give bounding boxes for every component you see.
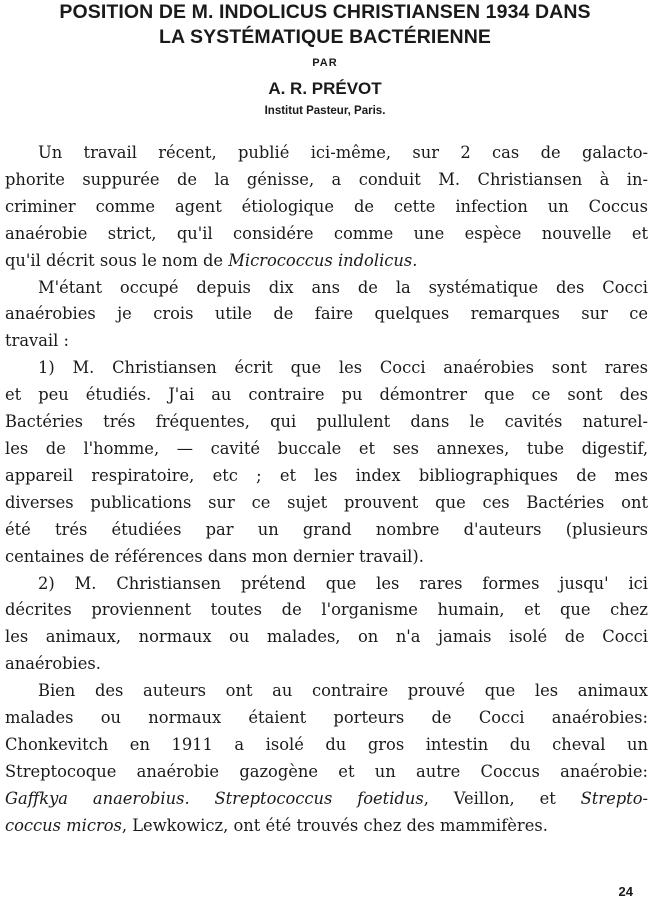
text-line: M'étant occupé depuis dix ans de la systématique des Cocci — [38, 277, 648, 297]
species-name: Micrococcus indolicus — [228, 250, 413, 270]
text-fragment: , Lewkowicz, ont été trouvés chez des mammifères. — [121, 815, 548, 835]
text-line: anaérobie strict, qu'il considére comme une espèce nouvelle et — [5, 223, 648, 243]
paragraph-3 — [5, 355, 648, 570]
text-line: diverses publications sur ce sujet prouvent que ces Bactéries ont — [5, 492, 648, 512]
text-line — [5, 248, 648, 275]
text-line: malades ou normaux étaient porteurs de Cocci anaérobies: — [5, 708, 648, 728]
text-line — [5, 786, 648, 813]
text-line: 1) M. Christiansen écrit que les Cocci anaérobies sont rares — [38, 358, 648, 378]
article-body — [5, 140, 648, 840]
by-label: PAR — [312, 57, 338, 69]
text-line: Chonkevitch en 1911 a isolé du gros intestin du cheval un — [5, 734, 648, 754]
text-line: anaérobies je crois utile de faire quelques remarques sur ce — [5, 304, 648, 324]
species-name: coccus micros — [5, 815, 122, 835]
text-line: phorite suppurée de la génisse, a conduit M. Christiansen à in- — [5, 169, 648, 189]
paragraph-5 — [5, 678, 648, 839]
page-number: 24 — [618, 884, 633, 899]
text-line: travail : — [5, 331, 70, 351]
text-line — [5, 813, 648, 840]
title-line-1: POSITION DE M. INDOLICUS CHRISTIANSEN 1934 DANS — [59, 1, 591, 23]
text-line: décrites proviennent toutes de l'organisme humain, et que chez — [5, 600, 648, 620]
text-line: les animaux, normaux ou malades, on n'a jamais isolé de Cocci — [5, 627, 648, 647]
author-name: A. R. PRÉVOT — [268, 79, 382, 98]
text-fragment: qu'il décrit sous le nom de — [5, 250, 229, 270]
text-line: Bactéries trés fréquentes, qui pullulent dans le cavités naturel- — [5, 412, 648, 432]
text-line: criminer comme agent étiologique de cette infection un Coccus — [5, 196, 648, 216]
text-fragment: . — [412, 250, 418, 270]
text-line: et peu étudiés. J'ai au contraire pu démontrer que ce sont des — [5, 385, 648, 405]
text-line: Streptocoque anaérobie gazogène et un autre Coccus anaérobie: — [5, 761, 648, 781]
text-line: 2) M. Christiansen prétend que les rares formes jusqu' ici — [38, 573, 648, 593]
text-line: centaines de références dans mon dernier travail). — [5, 546, 424, 566]
text-line: anaérobies. — [5, 654, 101, 674]
text-line: Bien des auteurs ont au contraire prouvé que les animaux — [38, 681, 648, 701]
text-line: Un travail récent, publié ici-même, sur 2 cas de galacto- — [38, 143, 648, 162]
species-name: Gaffkya anaerobius. Streptococcus foetidus — [5, 788, 424, 808]
paragraph-4 — [5, 571, 648, 679]
species-name: Strepto- — [580, 788, 648, 808]
text-line: appareil respiratoire, etc ; et les index bibliographiques de mes — [5, 465, 648, 485]
text-fragment: , Veillon, et — [423, 788, 581, 808]
author-institute: Institut Pasteur, Paris. — [264, 105, 386, 117]
paragraph-1 — [5, 140, 648, 275]
title-line-2: LA SYSTÉMATIQUE BACTÉRIENNE — [158, 26, 492, 48]
paragraph-2 — [5, 275, 648, 356]
text-line: les de l'homme, — cavité buccale et ses annexes, tube digestif, — [5, 438, 648, 458]
text-line: été trés étudiées par un grand nombre d'auteurs (plusieurs — [5, 519, 648, 539]
